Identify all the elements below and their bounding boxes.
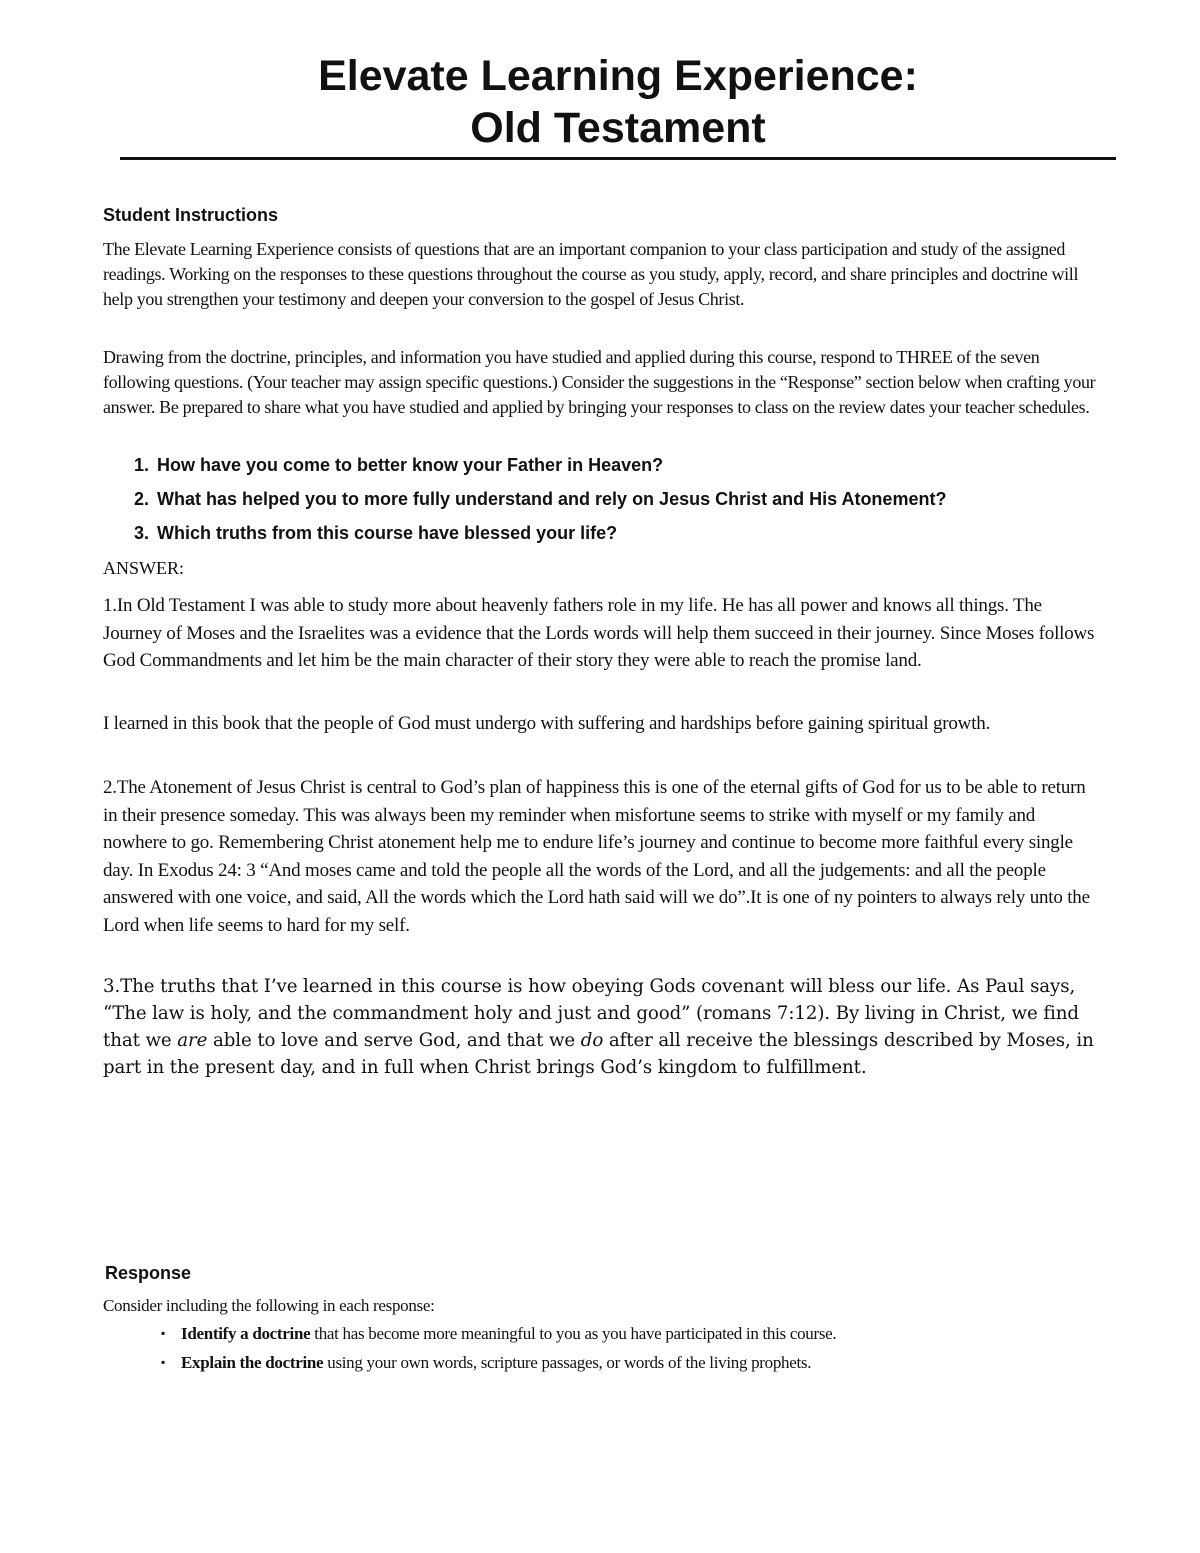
instructions-paragraph-1: The Elevate Learning Experience consists of questions that are an important companion to your class participation and study of the assigned readings. Working on the responses to these questions throughout the course as you study, apply, record, and share principles and doctrine will help you strengthen your testimony and deepen your conversion to the gospel of Jesus Christ. — [103, 239, 1079, 309]
question-text: Which truths from this course have blessed your life? — [157, 523, 618, 543]
answer-4-text-start: 3.The truths that I’ve learned in this course is how obeying Gods covenant will bless our life. As Paul says, “The law is holy, and the commandment holy and just and good” (romans 7:12). By living in Christ, we find that we — [103, 976, 1079, 1051]
question-item — [103, 453, 1103, 487]
question-item — [103, 487, 1103, 521]
answer-4-emphasis-do: do — [580, 1030, 604, 1051]
square-bullet-icon: ▪ — [161, 1355, 165, 1369]
question-list — [103, 453, 1103, 555]
question-number: 2. — [133, 489, 149, 509]
instructions-heading: Student Instructions — [103, 205, 278, 225]
answer-paragraph-4 — [103, 973, 1103, 1081]
instructions-paragraph-2: Drawing from the doctrine, principles, and information you have studied and applied during this course, respond to THREE of the seven following questions. (Your teacher may assign specific questions.) Consider the suggestions in the “Response” section below when crafting your answer. Be prepared to share what you have studied and applied by bringing your responses to class on the review dates your teacher schedules. — [103, 347, 1096, 417]
title-line-1: Elevate Learning Experience: — [318, 52, 918, 100]
question-number: 1. — [133, 455, 149, 475]
response-intro: Consider including the following in each response: — [103, 1296, 435, 1315]
answer-paragraph-2: I learned in this book that the people of God must undergo with suffering and hardships before gaining spiritual growth. — [103, 713, 991, 734]
square-bullet-icon: ▪ — [161, 1326, 165, 1340]
bullet-bold-text: Identify a doctrine — [181, 1324, 311, 1343]
answer-paragraph-1: 1.In Old Testament I was able to study more about heavenly fathers role in my life. He has all power and knows all things. The Journey of Moses and the Israelites was a evidence that the Lords words will help them succeed in their journey. Since Moses follows God Commandments and let him be the main character of their story they were able to reach the promise land. — [103, 595, 1095, 671]
bullet-text: using your own words, scripture passages, or words of the living prophets. — [323, 1353, 812, 1372]
question-text: How have you come to better know your Father in Heaven? — [157, 455, 664, 475]
document-title — [120, 50, 1116, 154]
bullet-bold-text: Explain the doctrine — [181, 1353, 324, 1372]
list-item — [103, 1349, 1103, 1378]
answer-4-text-end: after all receive the blessings described by Moses, in part in the present day, and in full when Christ brings God’s kingdom to fulfillment. — [103, 1030, 1094, 1078]
response-heading: Response — [105, 1263, 192, 1283]
question-text: What has helped you to more fully understand and rely on Jesus Christ and His Atonement? — [157, 489, 947, 509]
question-number: 3. — [133, 523, 149, 543]
response-bullet-list — [103, 1320, 1103, 1378]
answer-4-emphasis-are: are — [177, 1030, 208, 1051]
bullet-text: that has become more meaningful to you as you have participated in this course. — [310, 1324, 837, 1343]
question-item — [103, 521, 1103, 555]
answer-4-text-middle: able to love and serve God, and that we — [207, 1030, 581, 1051]
title-line-2: Old Testament — [470, 104, 766, 152]
answer-paragraph-3: 2.The Atonement of Jesus Christ is central to God’s plan of happiness this is one of the eternal gifts of God for us to be able to return in their presence someday. This was always been my reminder when misfortune seems to strike with myself or my family and nowhere to go. Remembering Christ atonement help me to endure life’s journey and continue to become more faithful every single day. In Exodus 24: 3 “And moses came and told the people all the words of the Lord, and all the judgements: and all the people answered with one voice, and said, All the words which the Lord hath said will we do”.It is one of ny pointers to always rely unto the Lord when life seems to hard for my self. — [103, 777, 1090, 936]
title-divider — [120, 157, 1116, 160]
list-item — [103, 1320, 1103, 1349]
answer-label: ANSWER: — [103, 558, 184, 578]
